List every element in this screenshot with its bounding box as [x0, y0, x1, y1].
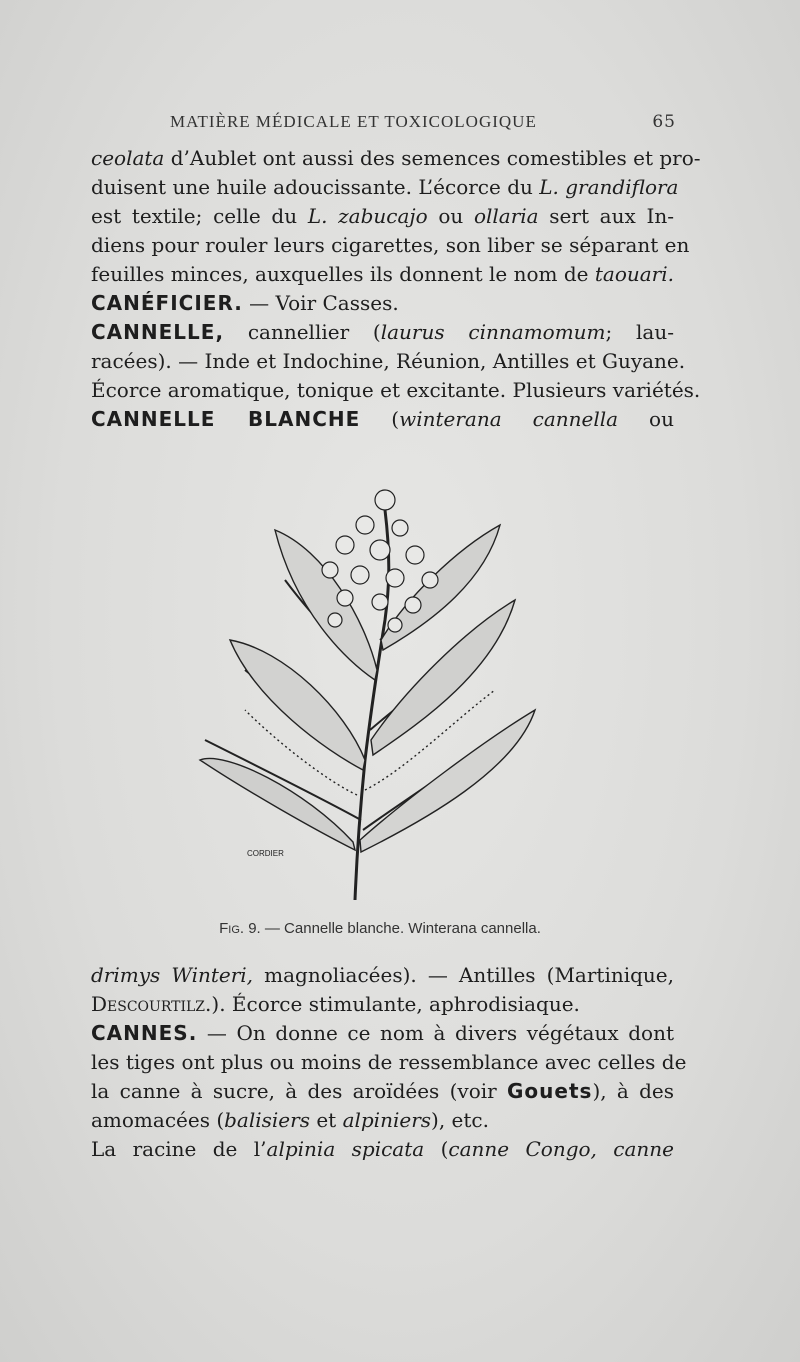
caption-label: Fig. 9. — [219, 920, 261, 937]
text-run: racées). — Inde et Indochine, Réunion, Antilles et Guyane. — [91, 349, 686, 373]
text-run: et — [309, 1108, 343, 1132]
text-run: d’Aublet ont aussi des semences comestibles et pro- — [164, 146, 701, 170]
cross-reference: Gouets — [507, 1079, 593, 1103]
italic-term: taouari. — [594, 262, 674, 286]
text-run: sert aux In- — [538, 204, 674, 228]
text-run: la canne à sucre, à des aroïdées (voir — [91, 1079, 507, 1103]
entry-heading-cannelle: CANNELLE, — [91, 320, 225, 344]
paragraph-lecythis — [91, 144, 701, 434]
text-run: ou — [618, 407, 674, 431]
running-title: MATIÈRE MÉDICALE ET TOXICOLOGIQUE — [170, 112, 537, 131]
italic-term: winterana cannella — [399, 407, 619, 431]
running-header — [170, 112, 676, 132]
text-run: ), à des — [592, 1079, 675, 1103]
entry-heading-caneficier: CANÉFICIER. — [91, 291, 243, 315]
paragraph-drimys — [91, 961, 687, 1164]
text-run: cannellier ( — [224, 320, 381, 344]
text-run: — On donne ce nom à divers végétaux dont — [197, 1021, 674, 1045]
italic-term: canne Congo, canne — [448, 1137, 674, 1161]
italic-term: balisiers — [224, 1108, 310, 1132]
engraver-signature: CORDIER — [247, 849, 284, 858]
text-run: ( — [424, 1137, 449, 1161]
text-run: feuilles minces, auxquelles ils donnent le nom de — [91, 262, 595, 286]
author-name: Descourtilz. — [91, 992, 212, 1016]
entry-heading-cannes: CANNES. — [91, 1021, 198, 1045]
text-run: ), etc. — [431, 1108, 489, 1132]
text-run: — Voir Casses. — [242, 291, 399, 315]
page-number: 65 — [652, 112, 676, 132]
italic-term: L. grandiflora — [539, 175, 679, 199]
text-run: est textile; celle du — [91, 204, 308, 228]
text-run: ). Écorce stimulante, aphrodisiaque. — [211, 992, 580, 1016]
text-run: duisent une huile adoucissante. L’écorce du — [91, 175, 540, 199]
figure-caption — [170, 920, 590, 937]
italic-term: alpinia spicata — [266, 1137, 425, 1161]
text-run: ( — [360, 407, 400, 431]
italic-term: laurus cinnamomum — [380, 320, 606, 344]
text-run: ou — [427, 204, 474, 228]
text-run: les tiges ont plus ou moins de ressemblance avec celles de — [91, 1050, 687, 1074]
text-run: Écorce aromatique, tonique et excitante. Plusieurs variétés. — [91, 378, 701, 402]
text-run: magnoliacées). — Antilles (Martinique, — [253, 963, 674, 987]
italic-term: ollaria — [473, 204, 539, 228]
text-run: diens pour rouler leurs cigarettes, son liber se séparant en — [91, 233, 690, 257]
winterana-engraving — [185, 470, 565, 915]
entry-heading-cannelle-blanche: CANNELLE BLANCHE — [91, 407, 361, 431]
italic-term: drimys Winteri, — [91, 963, 254, 987]
text-run: La racine de l’ — [91, 1137, 267, 1161]
italic-term: alpiniers — [342, 1108, 432, 1132]
text-run: ; lau- — [605, 320, 674, 344]
italic-term: ceolata — [91, 146, 165, 170]
italic-term: L. zabucajo — [307, 204, 428, 228]
caption-text: — Cannelle blanche. Winterana cannella. — [260, 920, 541, 937]
text-run: amomacées ( — [91, 1108, 225, 1132]
